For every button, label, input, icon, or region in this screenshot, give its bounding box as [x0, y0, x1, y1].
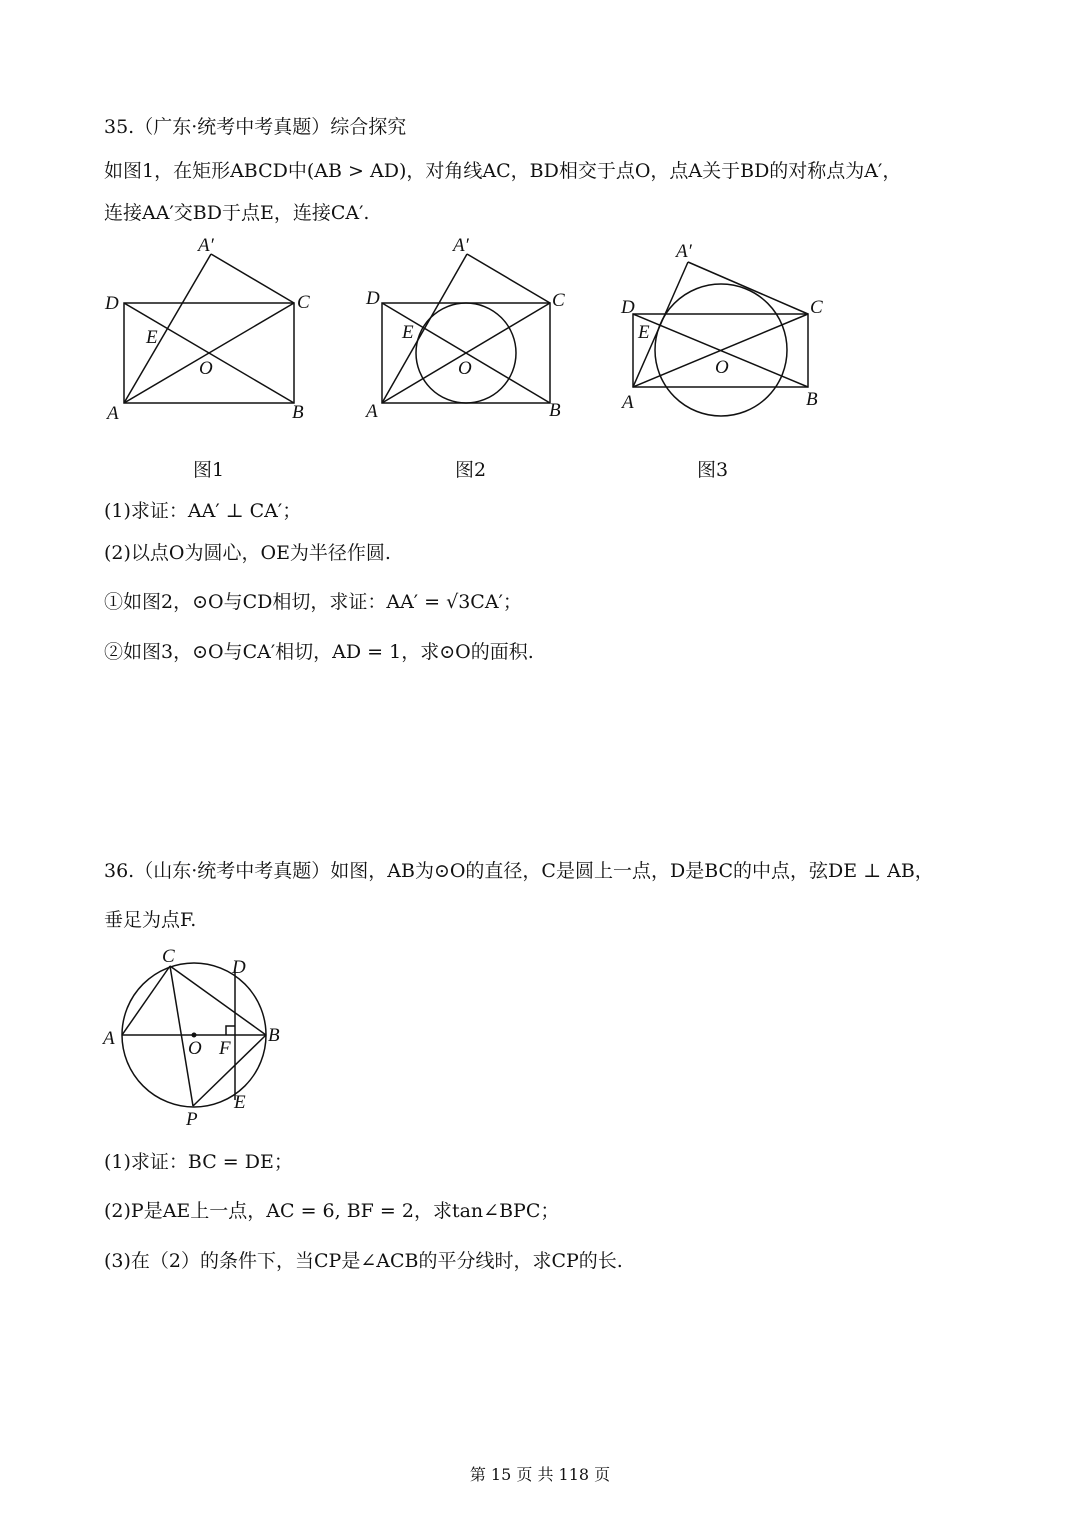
fig4-label-o: O	[188, 1038, 202, 1059]
q35-header: 35.（广东·统考中考真题）综合探究	[104, 116, 407, 138]
q35-sub2: ②如图3，⊙O与CA′相切，AD = 1，求⊙O的面积.	[104, 641, 534, 663]
figure-1	[100, 232, 330, 432]
fig3-label-o: O	[715, 357, 729, 378]
fig4-label-e: E	[234, 1092, 246, 1113]
figure-circle	[98, 940, 298, 1135]
fig3-label-aprime: A′	[676, 241, 692, 262]
fig3-label-d: D	[621, 297, 635, 318]
fig4-label-p: P	[186, 1109, 198, 1130]
figure-3	[615, 232, 840, 432]
fig3-label-e: E	[638, 322, 650, 343]
fig2-label-a: A	[366, 401, 378, 422]
fig1-label-aprime: A′	[198, 235, 214, 256]
fig2-label-d: D	[366, 288, 380, 309]
caption-fig3: 图3	[697, 459, 729, 481]
page-footer: 第 15 页 共 118 页	[469, 1465, 611, 1484]
q35-sub1: ①如图2，⊙O与CD相切，求证：AA′ = √3CA′；	[104, 591, 522, 613]
fig1-label-b: B	[292, 402, 304, 423]
fig1-label-o: O	[199, 358, 213, 379]
fig1-label-e: E	[146, 327, 158, 348]
q35-part1: (1)求证：AA′ ⊥ CA′；	[104, 500, 302, 522]
figure-2	[360, 232, 580, 432]
fig4-label-c: C	[162, 946, 175, 967]
q36-part3: (3)在（2）的条件下，当CP是∠ACB的平分线时，求CP的长.	[104, 1250, 623, 1272]
fig1-label-c: C	[297, 292, 310, 313]
q36-stem-line2: 垂足为点F.	[104, 909, 197, 931]
fig4-label-b: B	[268, 1025, 280, 1046]
caption-fig1: 图1	[193, 459, 225, 481]
fig3-label-c: C	[810, 297, 823, 318]
fig3-label-a: A	[622, 392, 634, 413]
q36-header: 36.（山东·统考中考真题）如图，AB为⊙O的直径，C是圆上一点，D是BC的中点，弦DE ⊥ AB，	[104, 860, 934, 882]
fig4-label-f: F	[219, 1038, 231, 1059]
caption-fig2: 图2	[455, 459, 487, 481]
fig2-label-aprime: A′	[453, 235, 469, 256]
fig1-label-d: D	[105, 293, 119, 314]
q35-stem-line2: 连接AA′交BD于点E，连接CA′.	[104, 202, 370, 224]
q35-stem-line1: 如图1，在矩形ABCD中(AB > AD)，对角线AC，BD相交于点O，点A关于BD的对称点为A′，	[104, 160, 902, 182]
q35-part2: (2)以点O为圆心，OE为半径作圆.	[104, 542, 391, 564]
fig4-label-a: A	[103, 1028, 115, 1049]
fig1-label-a: A	[107, 403, 119, 424]
fig2-label-c: C	[552, 290, 565, 311]
fig2-label-e: E	[402, 322, 414, 343]
fig2-label-o: O	[458, 358, 472, 379]
fig2-label-b: B	[549, 400, 561, 421]
q36-part2: (2)P是AE上一点，AC = 6, BF = 2，求tan∠BPC；	[104, 1200, 560, 1222]
fig4-label-d: D	[232, 957, 246, 978]
fig3-label-b: B	[806, 389, 818, 410]
q36-part1: (1)求证：BC = DE；	[104, 1151, 293, 1173]
